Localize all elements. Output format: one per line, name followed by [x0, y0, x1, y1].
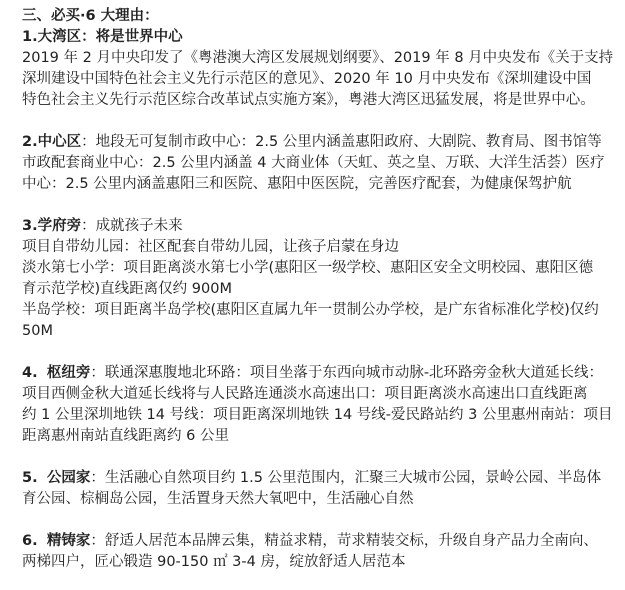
section-title — [22, 216, 611, 237]
section-separator: ： — [81, 29, 96, 45]
section-number: 3. — [22, 218, 38, 234]
section-separator: ： — [90, 365, 105, 381]
reason-section-3 — [22, 216, 611, 342]
section-title — [22, 363, 611, 384]
section-title — [22, 27, 611, 48]
body-line: 2019 年 2 月中央印发了《粤港澳大湾区发展规划纲要》、2019 年 8 月中央发布《关于支持 — [22, 50, 614, 66]
body-line: 市政配套商业中心：2.5 公里内涵盖 4 大商业体（天虹、英之皇、万联、大洋生活荟）医疗 — [22, 155, 605, 171]
body-line: 育公园、棕榈岛公园，生活置身天然大氧吧中，生活融心自然 — [22, 491, 414, 507]
body-line: 中心：2.5 公里内涵盖惠阳三和医院、惠阳中医医院，完善医疗配套，为健康保驾护航 — [22, 176, 572, 192]
section-name: 中心区 — [37, 134, 82, 150]
section-name: 公园家 — [46, 470, 91, 486]
body-line: 淡水第七小学：项目距离淡水第七小学(惠阳区一级学校、惠阳区安全文明校园、惠阳区德 — [22, 260, 594, 276]
body-line: 两梯四户，匠心锻造 90-150 ㎡ 3-4 房，绽放舒适人居范本 — [22, 554, 406, 570]
section-separator: ： — [90, 533, 105, 549]
reason-section-2 — [22, 132, 611, 195]
section-separator: ： — [81, 134, 96, 150]
reason-section-1 — [22, 27, 614, 111]
page-heading: 三、必买·6 大理由： — [22, 8, 159, 24]
reason-section-6 — [22, 531, 611, 573]
body-line: 约 1 公里深圳地铁 14 号线：项目距离深圳地铁 14 号线-爱民路站约 3 公里惠州南站：项目 — [22, 407, 613, 423]
section-tagline: 生活融心自然项目约 1.5 公里范围内，汇聚三大城市公园，景岭公园、半岛体 — [104, 470, 602, 486]
section-number: 1. — [22, 29, 38, 45]
section-tagline: 联通深惠腹地北环路：项目坐落于东西向城市动脉-北环路旁金秋大道延长线： — [104, 365, 604, 381]
body-line: 育示范学校)直线距离仅约 900M — [22, 281, 232, 297]
section-name: 大湾区 — [37, 29, 82, 45]
section-tagline: 成就孩子未来 — [95, 218, 183, 234]
body-line: 项目西侧金秋大道延长线将与人民路连通淡水高速出口：项目距离淡水高速出口直线距离 — [22, 386, 588, 402]
section-title — [22, 132, 611, 153]
section-separator: ： — [90, 470, 105, 486]
section-number: 5. — [22, 470, 38, 486]
body-line: 深圳建设中国特色社会主义先行示范区的意见》、2020 年 10 月中央发布《深圳建设中国 — [22, 71, 592, 87]
reason-section-4 — [22, 363, 611, 447]
section-tagline: 地段无可复制市政中心：2.5 公里内涵盖惠阳政府、大剧院、教育局、图书馆等 — [95, 134, 602, 150]
section-tagline: 将是世界中心 — [95, 29, 183, 45]
body-line: 半岛学校：项目距离半岛学校(惠阳区直属九年一贯制公办学校，是广东省标准化学校)仅约 — [22, 302, 599, 318]
body-line: 特色社会主义先行示范区综合改革试点实施方案》，粤港大湾区迅猛发展，将是世界中心。 — [22, 92, 595, 108]
section-tagline: 舒适人居范本品牌云集，精益求精，苛求精装交标，升级自身产品力全南向、 — [104, 533, 598, 549]
section-name: 枢纽旁 — [46, 365, 91, 381]
section-number: 2. — [22, 134, 38, 150]
body-line: 50M — [22, 323, 53, 339]
section-number: 4. — [22, 365, 38, 381]
body-line: 项目自带幼儿园：社区配套自带幼儿园，让孩子启蒙在身边 — [22, 239, 399, 255]
section-number: 6. — [22, 533, 38, 549]
section-name: 学府旁 — [37, 218, 82, 234]
reason-section-5 — [22, 468, 611, 510]
section-name: 精铸家 — [46, 533, 91, 549]
body-line: 距离惠州南站直线距离约 6 公里 — [22, 428, 229, 444]
section-title — [22, 468, 611, 489]
section-title — [22, 531, 611, 552]
section-separator: ： — [81, 218, 96, 234]
